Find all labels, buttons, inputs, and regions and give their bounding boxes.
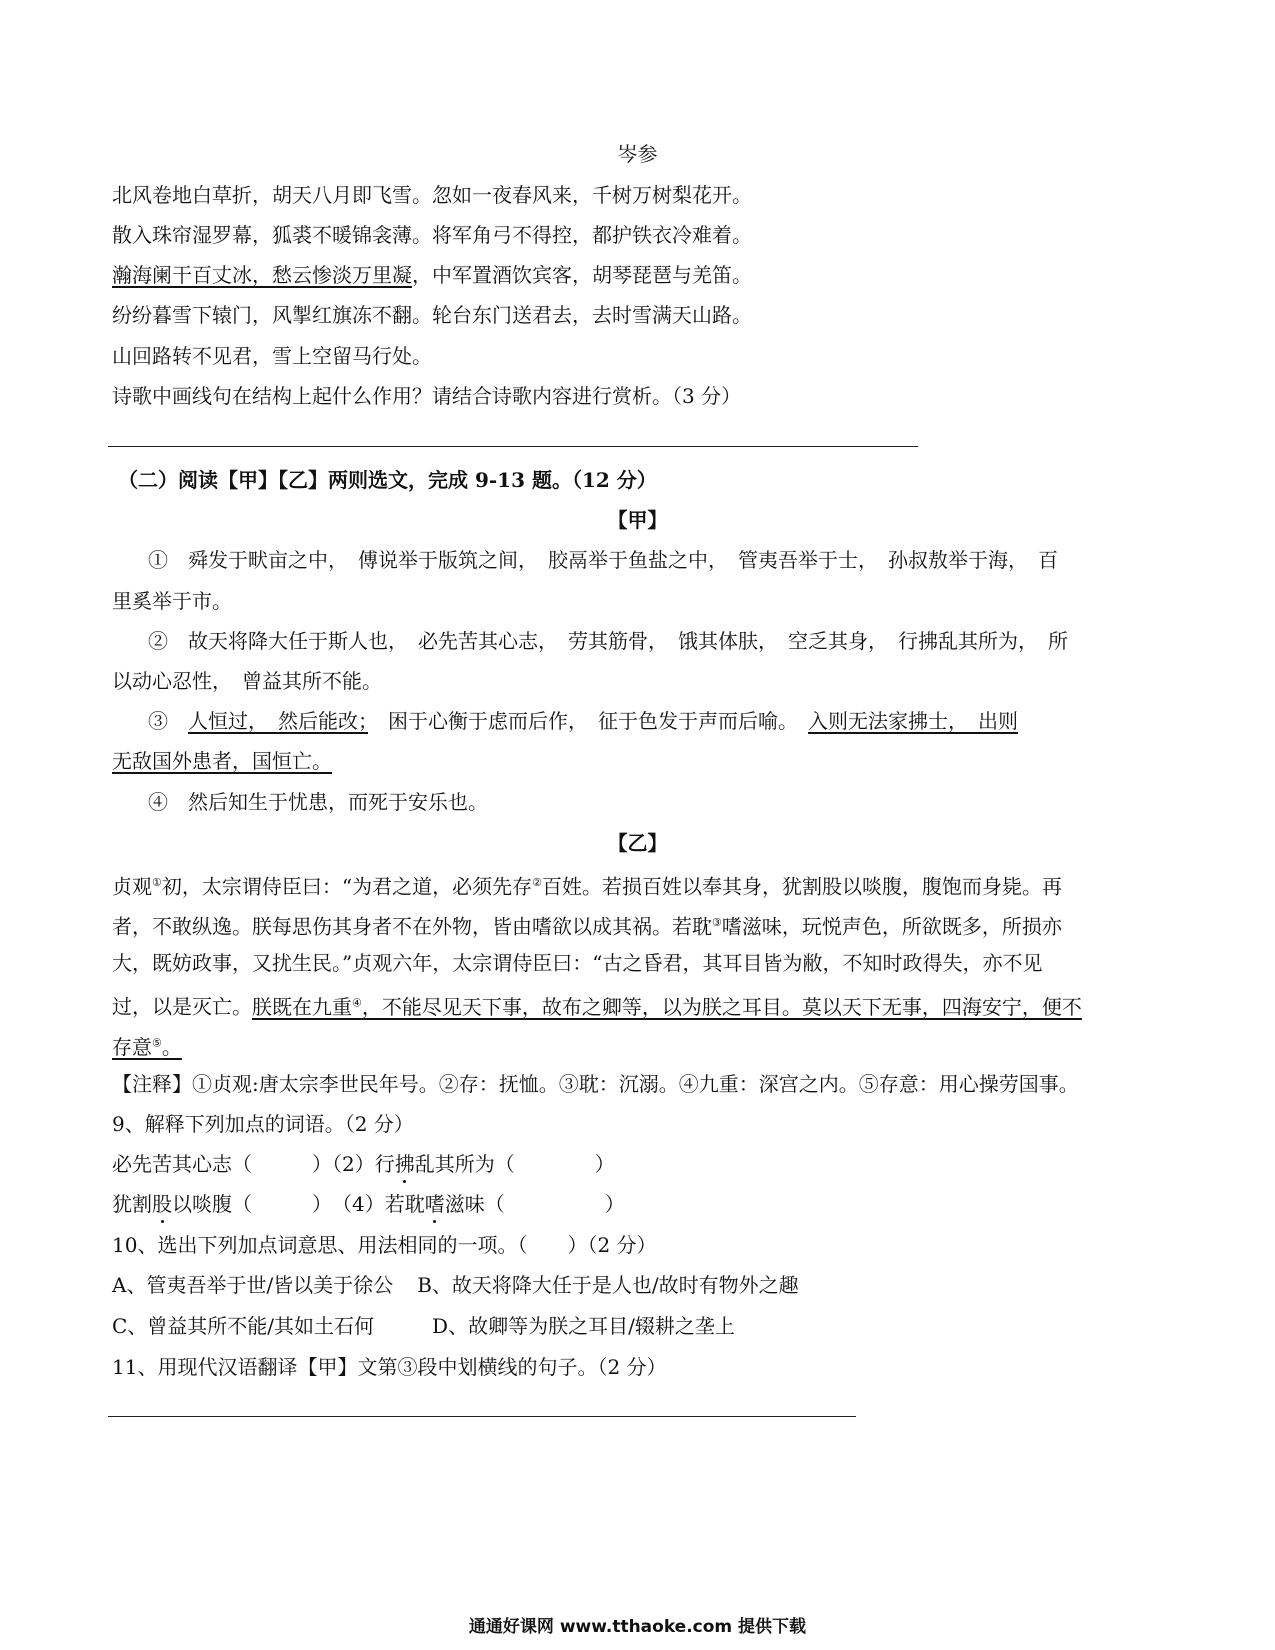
jia-para-2-cont: 以动心忍性， 曾益其所不能。	[112, 669, 382, 693]
poem-question: 诗歌中画线句在结构上起什么作用？请结合诗歌内容进行赏析。（3 分）	[112, 384, 742, 408]
underlined-yi-sentence-cont	[112, 1035, 182, 1059]
yi-text: 朕既在九重	[252, 994, 352, 1019]
section2-heading: （二）阅读【甲】【乙】两则选文，完成 9-13 题。（12 分）	[118, 468, 657, 492]
question-9-line-1	[112, 1150, 615, 1178]
underlined-sentence-1: 人恒过， 然后能改；	[188, 709, 368, 733]
yi-line-3: 大，既妨政事，又扰生民。”贞观六年，太宗谓侍臣曰：“古之昏君，其耳目皆为敝，不知时政得失，亦不见	[112, 951, 1043, 975]
option-a: A、管夷吾举于世/皆以美于徐公	[112, 1273, 394, 1297]
jia-para-1: ① 舜发于畎亩之中， 傅说举于版筑之间， 胶鬲举于鱼盐之中， 管夷吾举于士， 孙叔敖举于海， 百	[148, 548, 1058, 572]
annotation-notes: 【注释】①贞观:唐太宗李世民年号。②存：抚恤。③耽：沉溺。④九重：深宫之内。⑤存意：用心操劳国事。	[112, 1072, 1079, 1096]
question-9: 9、解释下列加点的词语。（2 分）	[112, 1112, 414, 1136]
jia-para-3-cont	[112, 747, 332, 775]
option-c: C、曾益其所不能/其如土石何	[112, 1314, 375, 1338]
dotted-word: 股	[152, 1192, 172, 1216]
yi-line-1	[112, 869, 1062, 901]
poem-line-3-rest: ，中军置酒饮宾客，胡琴琵琶与羌笛。	[412, 263, 752, 287]
yi-text: 过，以是灭亡。	[112, 994, 252, 1019]
yi-text: 百姓。若损百姓以奉其身，犹割股以啖腹，腹饱而身毙。再	[541, 874, 1062, 899]
poem-line-5: 山回路转不见君，雪上空留马行处。	[112, 344, 432, 368]
para-3-middle: 困于心衡于虑而后作， 征于色发于声而后喻。	[368, 709, 808, 733]
poem-author: 岑参	[617, 142, 658, 166]
poem-line-1: 北风卷地白草折，胡天八月即飞雪。忽如一夜春风来，千树万树梨花开。	[112, 183, 752, 207]
poem-line-2: 散入珠帘湿罗幕，狐裘不暖锦衾薄。将军角弓不得控，都护铁衣冷难着。	[112, 223, 752, 247]
question-10-options-cd	[112, 1312, 735, 1340]
footnote-marker: ①	[152, 876, 162, 889]
footnote-marker: ②	[532, 876, 542, 889]
question-9-line-2	[112, 1190, 625, 1218]
question-10: 10、选出下列加点词意思、用法相同的一项。（ ）（2 分）	[112, 1233, 657, 1257]
para-3-number: ③	[148, 709, 188, 733]
footnote-marker: ④	[352, 996, 362, 1009]
poem-line-4: 纷纷暮雪下辕门，风掣红旗冻不翻。轮台东门送君去，去时雪满天山路。	[112, 303, 752, 327]
underlined-sentence-2: 入则无法家拂士， 出则	[808, 709, 1018, 733]
yi-line-5	[112, 1029, 182, 1061]
jia-para-2: ② 故天将降大任于斯人也， 必先苦其心志， 劳其筋骨， 饿其体肤， 空乏其身， 行拂乱其所为， 所	[148, 629, 1068, 653]
dotted-word: 嗜	[424, 1192, 445, 1216]
question-11: 11、用现代汉语翻译【甲】文第③段中划横线的句子。（2 分）	[112, 1355, 667, 1379]
answer-line	[108, 1416, 856, 1417]
underlined-poem-phrase: 瀚海阑干百丈冰，愁云惨淡万里凝	[112, 263, 412, 287]
question-10-options-ab	[112, 1271, 799, 1299]
jia-title: 【甲】	[607, 508, 668, 532]
q9-text: 犹割	[112, 1192, 152, 1216]
dotted-word: 拂	[394, 1152, 415, 1176]
option-b: B、故天将降大任于是人也/故时有物外之趣	[417, 1273, 799, 1297]
underlined-yi-sentence	[252, 995, 1082, 1019]
footer-credit: 通通好课网 www.tthaoke.com 提供下载	[468, 1617, 807, 1637]
yi-text: 。	[161, 1034, 182, 1059]
yi-text: 贞观	[112, 874, 152, 899]
poem-line-3	[112, 261, 752, 289]
underlined-sentence-2-cont: 无敌国外患者，国恒亡。	[112, 749, 332, 773]
q9-text: 滋味（ ）	[444, 1192, 625, 1216]
yi-text: 初，太宗谓侍臣曰：“为君之道，必须先存	[161, 874, 533, 899]
footnote-marker: ③	[712, 916, 722, 929]
yi-text: ，不能尽见天下事，故布之卿等，以为朕之耳目。莫以天下无事，四海安宁，便不	[361, 994, 1082, 1019]
option-d: D、故卿等为朕之耳目/辍耕之垄上	[432, 1314, 735, 1338]
yi-line-2	[112, 909, 1062, 941]
jia-para-3	[148, 707, 1018, 735]
q9-text: 乱其所为（ ）	[414, 1152, 615, 1176]
yi-text: 者，不敢纵逸。朕每思伤其身者不在外物，皆由嗜欲以成其祸。若耽	[112, 914, 712, 939]
q9-text: 以啖腹（ ） （4）若耽	[172, 1192, 425, 1216]
jia-para-4: ④ 然后知生于忧患，而死于安乐也。	[148, 790, 488, 814]
yi-text: 存意	[112, 1034, 152, 1059]
q9-text: 必先苦其心志（ ）（2）行	[112, 1152, 395, 1176]
footnote-marker: ⑤	[152, 1036, 162, 1049]
yi-title: 【乙】	[607, 831, 668, 855]
yi-line-4	[112, 989, 1082, 1021]
answer-line	[108, 446, 918, 447]
jia-para-1-cont: 里奚举于市。	[112, 589, 232, 613]
yi-text: 嗜滋味，玩悦声色，所欲既多，所损亦	[721, 914, 1062, 939]
